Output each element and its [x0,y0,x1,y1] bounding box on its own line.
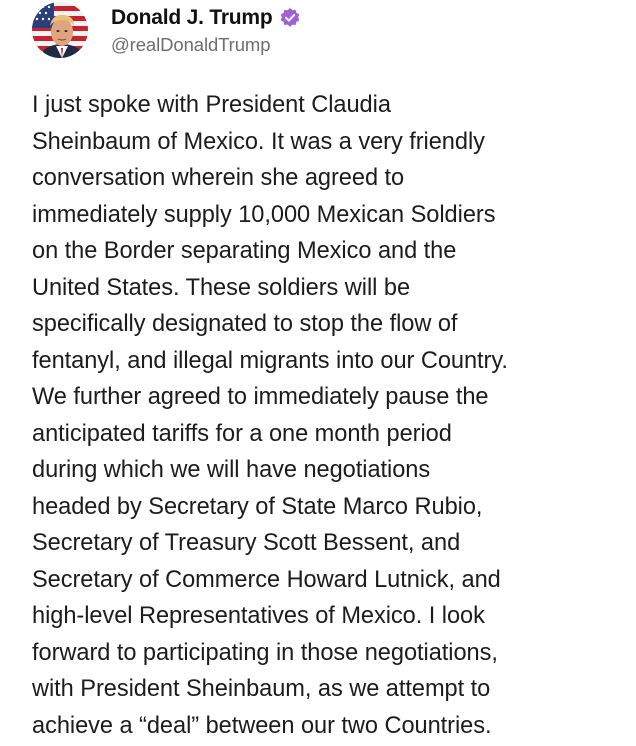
post-line: high-level Representatives of Mexico. I look [32,603,485,629]
post-body [32,87,622,744]
author-block [111,4,301,56]
post-line: specifically designated to stop the flow of [32,311,458,337]
display-name[interactable]: Donald J. Trump [111,6,273,29]
post-line: Sheinbaum of Mexico. It was a very friendly [32,128,485,155]
name-row [111,4,301,32]
post-line: conversation wherein she agreed to [32,165,405,191]
post-line: anticipated tariffs for a one month period [32,420,452,447]
post-line: during which we will have negotiations [32,457,431,483]
post-line: fentanyl, and illegal migrants into our Country. [32,347,508,374]
post-line: on the Border separating Mexico and the [32,238,457,264]
post-line: forward to participating in those negotiations, [32,639,498,666]
post-line: Secretary of Treasury Scott Bessent, and [32,530,461,556]
post-line: immediately supply 10,000 Mexican Soldiers [32,201,496,228]
verified-badge-icon [279,7,301,29]
post-line: achieve a “deal” between our two Countries. [32,712,492,739]
post-line: headed by Secretary of State Marco Rubio, [32,493,483,520]
post-line: with President Sheinbaum, as we attempt to [32,676,491,702]
post-line: United States. These soldiers will be [32,274,411,301]
post-line: We further agreed to immediately pause the [32,384,489,410]
avatar[interactable] [32,2,88,58]
post-line: I just spoke with President Claudia [32,92,391,118]
post-line: Secretary of Commerce Howard Lutnick, and [32,566,501,593]
avatar-image [32,2,88,58]
user-handle[interactable]: @realDonaldTrump [111,34,271,55]
